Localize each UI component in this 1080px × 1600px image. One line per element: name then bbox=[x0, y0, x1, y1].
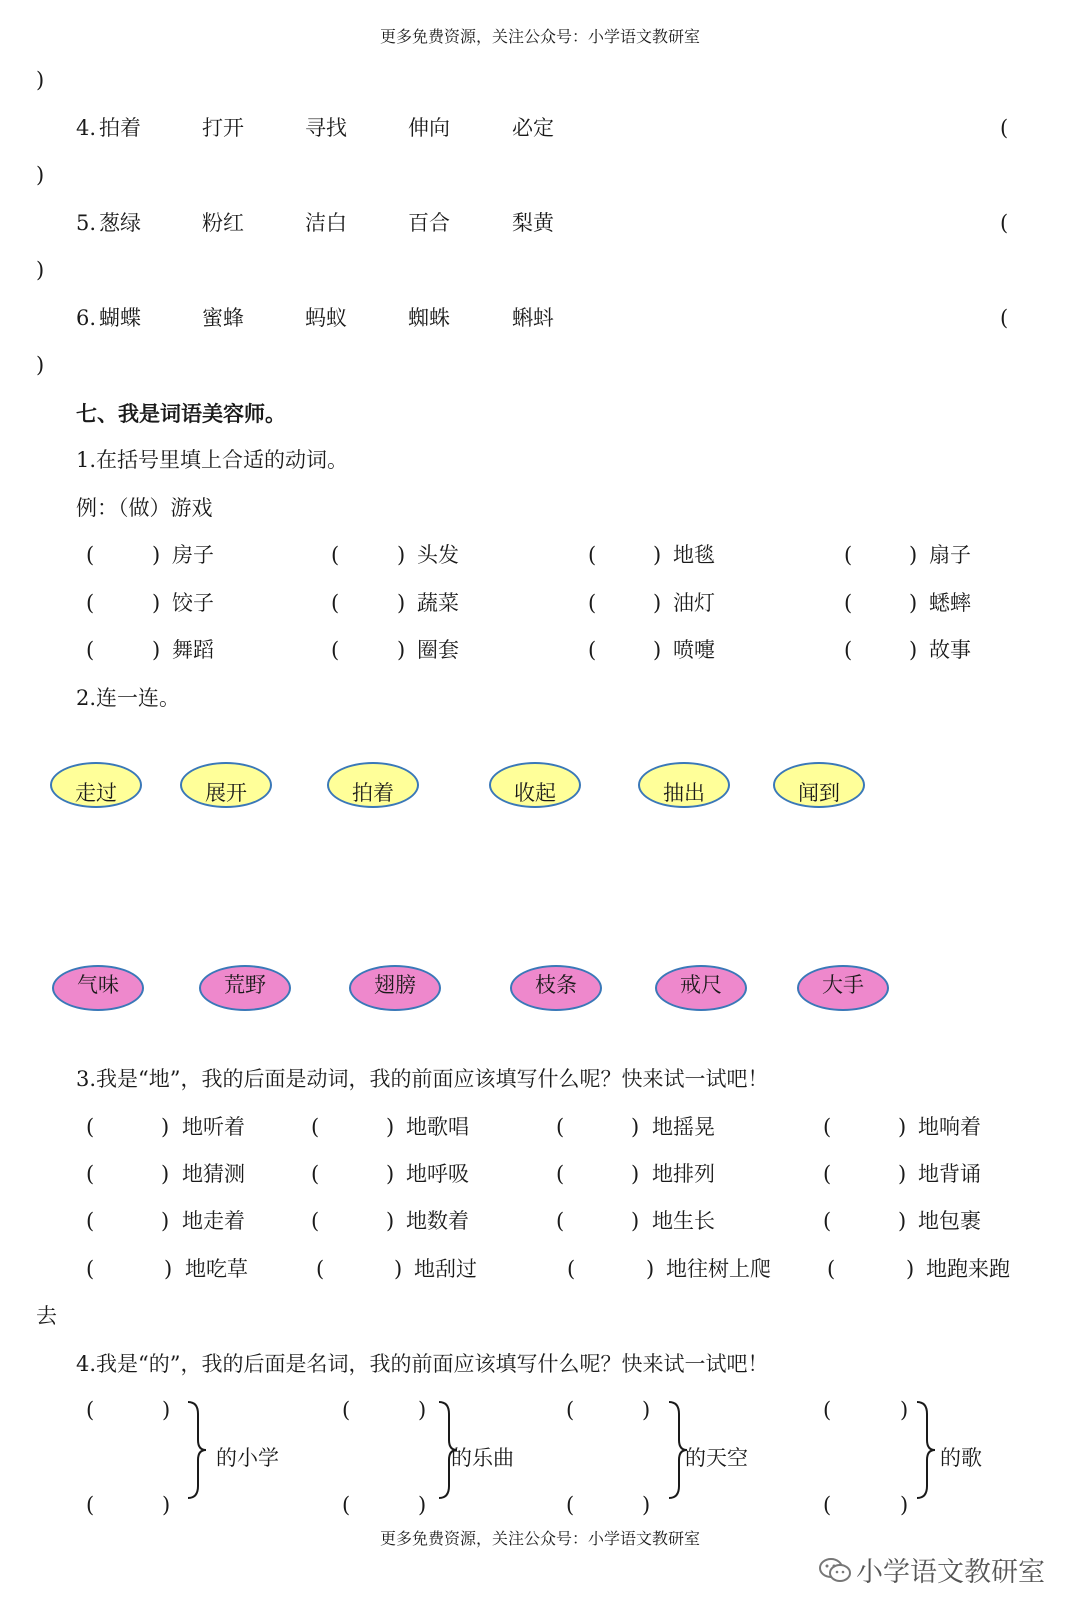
watermark-text: 小学语文教研室 bbox=[856, 1557, 1045, 1588]
fill-paren-close: ) bbox=[418, 1493, 427, 1517]
fill-paren-open: ( bbox=[556, 1209, 565, 1233]
verb-oval-label: 闻到 bbox=[798, 781, 840, 805]
fill-paren-open: ( bbox=[823, 1162, 832, 1186]
fill-paren-open: ( bbox=[86, 1115, 95, 1139]
fill-paren-close: ) bbox=[642, 1398, 651, 1422]
fill-paren-open: ( bbox=[86, 543, 95, 567]
adverb-phrase: 地摇晃 bbox=[652, 1115, 715, 1139]
row-number: 4. bbox=[76, 116, 97, 140]
fill-paren-open: ( bbox=[86, 1398, 95, 1422]
adverb-phrase: 地背诵 bbox=[918, 1162, 981, 1186]
fill-paren-close: ) bbox=[642, 1493, 651, 1517]
fill-paren-close: ) bbox=[418, 1398, 427, 1422]
watermark bbox=[818, 1550, 1045, 1589]
fill-paren-close: ) bbox=[161, 1162, 170, 1186]
fill-paren-open: ( bbox=[86, 591, 95, 615]
adverb-phrase: 地听着 bbox=[182, 1115, 245, 1139]
fill-paren-close: ) bbox=[909, 591, 918, 615]
word-item: 伸向 bbox=[408, 116, 450, 140]
answer-paren-close: ) bbox=[36, 258, 45, 282]
adverb-phrase: 地歌唱 bbox=[406, 1115, 469, 1139]
noun-phrase: 的乐曲 bbox=[451, 1446, 514, 1470]
fill-paren-close: ) bbox=[631, 1162, 640, 1186]
right-brace-icon bbox=[186, 1400, 208, 1500]
verb-oval[interactable] bbox=[180, 762, 272, 808]
question-3-prompt: 3.我是“地”，我的后面是动词，我的前面应该填写什么呢？快来试一试吧！ bbox=[76, 1067, 769, 1091]
answer-paren-open: ( bbox=[1000, 211, 1009, 235]
noun-word: 饺子 bbox=[172, 591, 214, 615]
question-2-prompt: 2.连一连。 bbox=[76, 686, 181, 710]
noun-oval[interactable] bbox=[349, 965, 441, 1011]
fill-paren-close: ) bbox=[397, 638, 406, 662]
fill-paren-close: ) bbox=[646, 1257, 655, 1281]
noun-oval-label: 枝条 bbox=[535, 973, 577, 997]
adverb-phrase: 地走着 bbox=[182, 1209, 245, 1233]
word-item: 粉红 bbox=[202, 211, 244, 235]
fill-paren-close: ) bbox=[162, 1493, 171, 1517]
fill-paren-open: ( bbox=[567, 1257, 576, 1281]
adverb-phrase: 地呼吸 bbox=[406, 1162, 469, 1186]
verb-oval-label: 抽出 bbox=[663, 781, 705, 805]
adverb-phrase: 地数着 bbox=[406, 1209, 469, 1233]
verb-oval-label: 走过 bbox=[75, 781, 117, 805]
noun-oval-label: 大手 bbox=[822, 973, 864, 997]
adverb-phrase: 地响着 bbox=[918, 1115, 981, 1139]
verb-oval-label: 展开 bbox=[205, 781, 247, 805]
noun-word: 头发 bbox=[417, 543, 459, 567]
adverb-phrase: 地刮过 bbox=[414, 1257, 477, 1281]
noun-oval[interactable] bbox=[797, 965, 889, 1011]
fill-paren-open: ( bbox=[823, 1493, 832, 1517]
fill-paren-open: ( bbox=[566, 1493, 575, 1517]
fill-paren-open: ( bbox=[823, 1398, 832, 1422]
verb-oval[interactable] bbox=[489, 762, 581, 808]
verb-oval[interactable] bbox=[773, 762, 865, 808]
verb-oval-label: 拍着 bbox=[352, 781, 394, 805]
fill-paren-close: ) bbox=[898, 1115, 907, 1139]
fill-paren-close: ) bbox=[386, 1162, 395, 1186]
word-item: 百合 bbox=[408, 211, 450, 235]
fill-paren-open: ( bbox=[823, 1209, 832, 1233]
answer-paren-open: ( bbox=[1000, 306, 1009, 330]
word-item: 蚂蚁 bbox=[305, 306, 347, 330]
fill-paren-open: ( bbox=[331, 543, 340, 567]
adverb-phrase: 地包裹 bbox=[918, 1209, 981, 1233]
fill-paren-close: ) bbox=[152, 543, 161, 567]
fill-paren-open: ( bbox=[86, 1257, 95, 1281]
fill-paren-open: ( bbox=[342, 1398, 351, 1422]
adverb-phrase: 地吃草 bbox=[185, 1257, 248, 1281]
noun-word: 圈套 bbox=[417, 638, 459, 662]
fill-paren-open: ( bbox=[566, 1398, 575, 1422]
wechat-icon bbox=[818, 1556, 852, 1584]
fill-paren-open: ( bbox=[823, 1115, 832, 1139]
fill-paren-open: ( bbox=[331, 591, 340, 615]
noun-oval[interactable] bbox=[510, 965, 602, 1011]
row-number: 5. bbox=[76, 211, 97, 235]
noun-word: 房子 bbox=[172, 543, 214, 567]
fill-paren-open: ( bbox=[827, 1257, 836, 1281]
continuation-paren: ) bbox=[36, 68, 45, 92]
fill-paren-close: ) bbox=[631, 1209, 640, 1233]
adverb-phrase: 地跑来跑 bbox=[926, 1257, 1010, 1281]
fill-paren-open: ( bbox=[86, 1209, 95, 1233]
page-footer: 更多免费资源，关注公众号：小学语文教研室 bbox=[379, 1529, 700, 1548]
word-item: 梨黄 bbox=[512, 211, 554, 235]
noun-word: 蔬菜 bbox=[417, 591, 459, 615]
overflow-char: 去 bbox=[36, 1304, 57, 1328]
fill-paren-close: ) bbox=[161, 1115, 170, 1139]
verb-oval[interactable] bbox=[638, 762, 730, 808]
noun-word: 地毯 bbox=[673, 543, 715, 567]
fill-paren-close: ) bbox=[162, 1398, 171, 1422]
noun-word: 故事 bbox=[929, 638, 971, 662]
fill-paren-open: ( bbox=[588, 591, 597, 615]
noun-oval[interactable] bbox=[52, 965, 144, 1011]
fill-paren-open: ( bbox=[86, 1162, 95, 1186]
fill-paren-open: ( bbox=[588, 638, 597, 662]
word-item: 蝴蝶 bbox=[99, 306, 141, 330]
adverb-phrase: 地猜测 bbox=[182, 1162, 245, 1186]
word-item: 葱绿 bbox=[99, 211, 141, 235]
adverb-phrase: 地往树上爬 bbox=[666, 1257, 771, 1281]
noun-oval-label: 翅膀 bbox=[374, 973, 416, 997]
noun-word: 油灯 bbox=[673, 591, 715, 615]
noun-word: 舞蹈 bbox=[172, 638, 214, 662]
adverb-phrase: 地排列 bbox=[652, 1162, 715, 1186]
row-number: 6. bbox=[76, 306, 97, 330]
fill-paren-open: ( bbox=[311, 1115, 320, 1139]
fill-paren-open: ( bbox=[342, 1493, 351, 1517]
fill-paren-close: ) bbox=[164, 1257, 173, 1281]
question-1-prompt: 1.在括号里填上合适的动词。 bbox=[76, 448, 349, 472]
noun-oval-label: 荒野 bbox=[224, 973, 266, 997]
word-item: 打开 bbox=[202, 116, 244, 140]
noun-phrase: 的歌 bbox=[940, 1446, 982, 1470]
verb-oval[interactable] bbox=[327, 762, 419, 808]
fill-paren-close: ) bbox=[152, 591, 161, 615]
verb-oval-label: 收起 bbox=[514, 781, 556, 805]
noun-word: 喷嚏 bbox=[673, 638, 715, 662]
noun-phrase: 的天空 bbox=[685, 1446, 748, 1470]
fill-paren-close: ) bbox=[397, 591, 406, 615]
fill-paren-close: ) bbox=[898, 1162, 907, 1186]
fill-paren-open: ( bbox=[844, 591, 853, 615]
fill-paren-close: ) bbox=[653, 543, 662, 567]
word-item: 蝌蚪 bbox=[512, 306, 554, 330]
word-item: 蜜蜂 bbox=[202, 306, 244, 330]
fill-paren-close: ) bbox=[631, 1115, 640, 1139]
noun-oval[interactable] bbox=[655, 965, 747, 1011]
fill-paren-open: ( bbox=[331, 638, 340, 662]
fill-paren-close: ) bbox=[152, 638, 161, 662]
example-text: 例：（做）游戏 bbox=[76, 496, 213, 520]
fill-paren-close: ) bbox=[900, 1398, 909, 1422]
word-item: 拍着 bbox=[99, 116, 141, 140]
fill-paren-close: ) bbox=[397, 543, 406, 567]
fill-paren-close: ) bbox=[653, 591, 662, 615]
fill-paren-open: ( bbox=[311, 1209, 320, 1233]
fill-paren-open: ( bbox=[316, 1257, 325, 1281]
fill-paren-open: ( bbox=[556, 1162, 565, 1186]
noun-oval-label: 戒尺 bbox=[680, 973, 722, 997]
word-item: 必定 bbox=[512, 116, 554, 140]
adverb-phrase: 地生长 bbox=[652, 1209, 715, 1233]
answer-paren-close: ) bbox=[36, 163, 45, 187]
fill-paren-close: ) bbox=[900, 1493, 909, 1517]
right-brace-icon bbox=[915, 1400, 937, 1500]
fill-paren-open: ( bbox=[844, 543, 853, 567]
fill-paren-close: ) bbox=[906, 1257, 915, 1281]
noun-word: 蟋蟀 bbox=[929, 591, 971, 615]
word-item: 寻找 bbox=[305, 116, 347, 140]
noun-word: 扇子 bbox=[929, 543, 971, 567]
noun-phrase: 的小学 bbox=[216, 1446, 279, 1470]
fill-paren-open: ( bbox=[86, 1493, 95, 1517]
fill-paren-close: ) bbox=[386, 1115, 395, 1139]
word-item: 洁白 bbox=[305, 211, 347, 235]
fill-paren-close: ) bbox=[161, 1209, 170, 1233]
noun-oval-label: 气味 bbox=[77, 973, 119, 997]
fill-paren-open: ( bbox=[86, 638, 95, 662]
question-4-prompt: 4.我是“的”，我的后面是名词，我的前面应该填写什么呢？快来试一试吧！ bbox=[76, 1352, 769, 1376]
fill-paren-close: ) bbox=[386, 1209, 395, 1233]
section-title: 七、我是词语美容师。 bbox=[76, 401, 286, 426]
answer-paren-close: ) bbox=[36, 353, 45, 377]
fill-paren-close: ) bbox=[909, 638, 918, 662]
fill-paren-close: ) bbox=[909, 543, 918, 567]
page-header: 更多免费资源，关注公众号：小学语文教研室 bbox=[379, 27, 700, 46]
fill-paren-open: ( bbox=[311, 1162, 320, 1186]
fill-paren-open: ( bbox=[556, 1115, 565, 1139]
fill-paren-close: ) bbox=[898, 1209, 907, 1233]
verb-oval[interactable] bbox=[50, 762, 142, 808]
answer-paren-open: ( bbox=[1000, 116, 1009, 140]
fill-paren-close: ) bbox=[653, 638, 662, 662]
fill-paren-open: ( bbox=[588, 543, 597, 567]
fill-paren-open: ( bbox=[844, 638, 853, 662]
noun-oval[interactable] bbox=[199, 965, 291, 1011]
fill-paren-close: ) bbox=[394, 1257, 403, 1281]
word-item: 蜘蛛 bbox=[408, 306, 450, 330]
